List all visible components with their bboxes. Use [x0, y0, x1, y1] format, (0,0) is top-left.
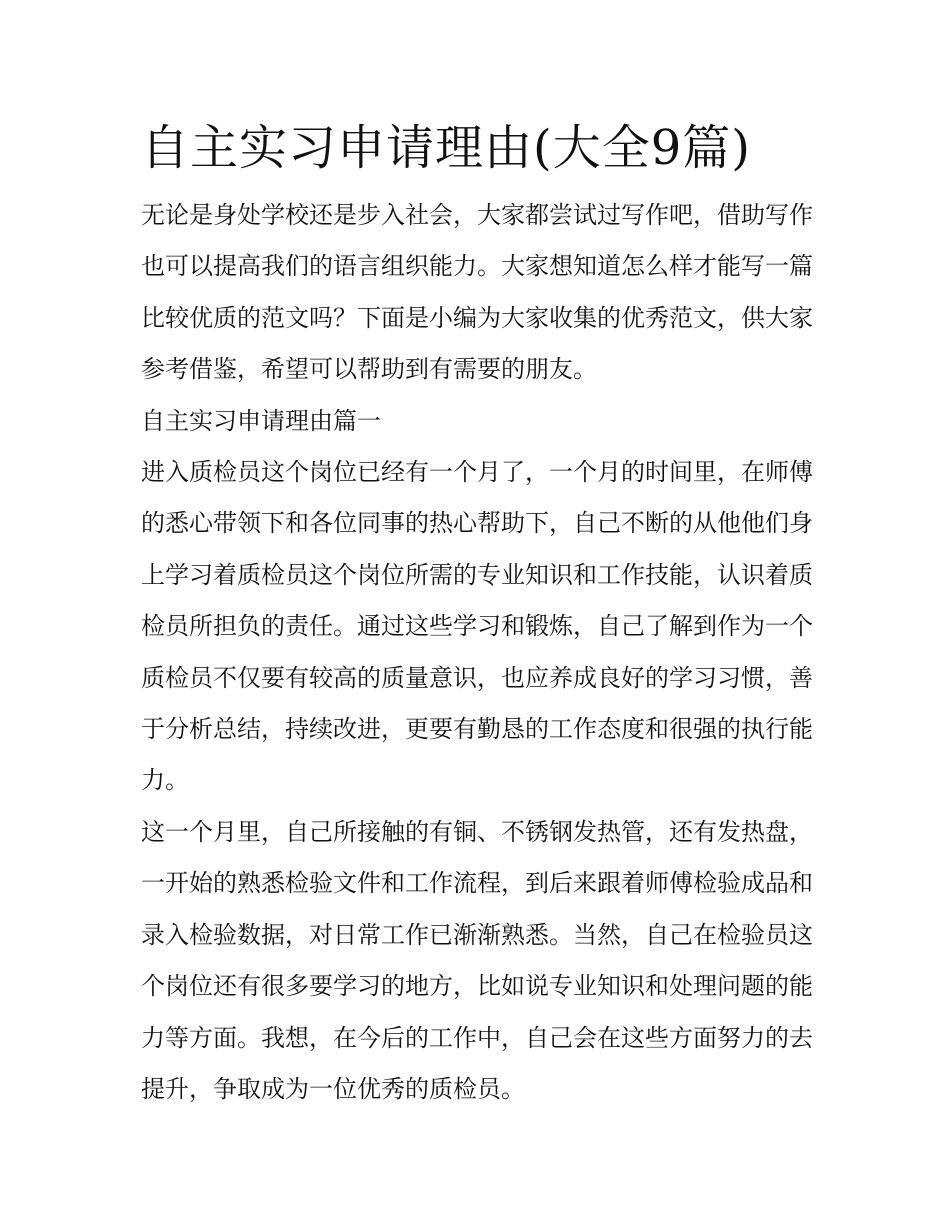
body-paragraph-2: 这一个月里，自己所接触的有铜、不锈钢发热管，还有发热盘，一开始的熟悉检验文件和工作流程，到后来跟着师傅检验成品和录入检验数据，对日常工作已渐渐熟悉。当然，自己在检验员这个岗位还有很多要学习的地方，比如说专业知识和处理问题的能力等方面。我想，在今后的工作中，自己会在这些方面努力的去提升，争取成为一位优秀的质检员。: [141, 817, 813, 1103]
document-title: 自主实习申请理由(大全9篇): [141, 120, 751, 176]
intro-paragraph: 无论是身处学校还是步入社会，大家都尝试过写作吧，借助写作也可以提高我们的语言组织能力。大家想知道怎么样才能写一篇比较优质的范文吗？下面是小编为大家收集的优秀范文，供大家参考借鉴，希望可以帮助到有需要的朋友。: [141, 201, 813, 384]
section-heading: 自主实习申请理由篇一: [141, 406, 381, 435]
document-page: [141, 112, 813, 1115]
body-paragraph-1: 进入质检员这个岗位已经有一个月了，一个月的时间里，在师傅的悉心带领下和各位同事的热心帮助下，自己不断的从他他们身上学习着质检员这个岗位所需的专业知识和工作技能，认识着质检员所担负的责任。通过这些学习和锻炼，自己了解到作为一个质检员不仅要有较高的质量意识，也应养成良好的学习习惯，善于分析总结，持续改进，更要有勤恳的工作态度和很强的执行能力。: [141, 458, 813, 795]
